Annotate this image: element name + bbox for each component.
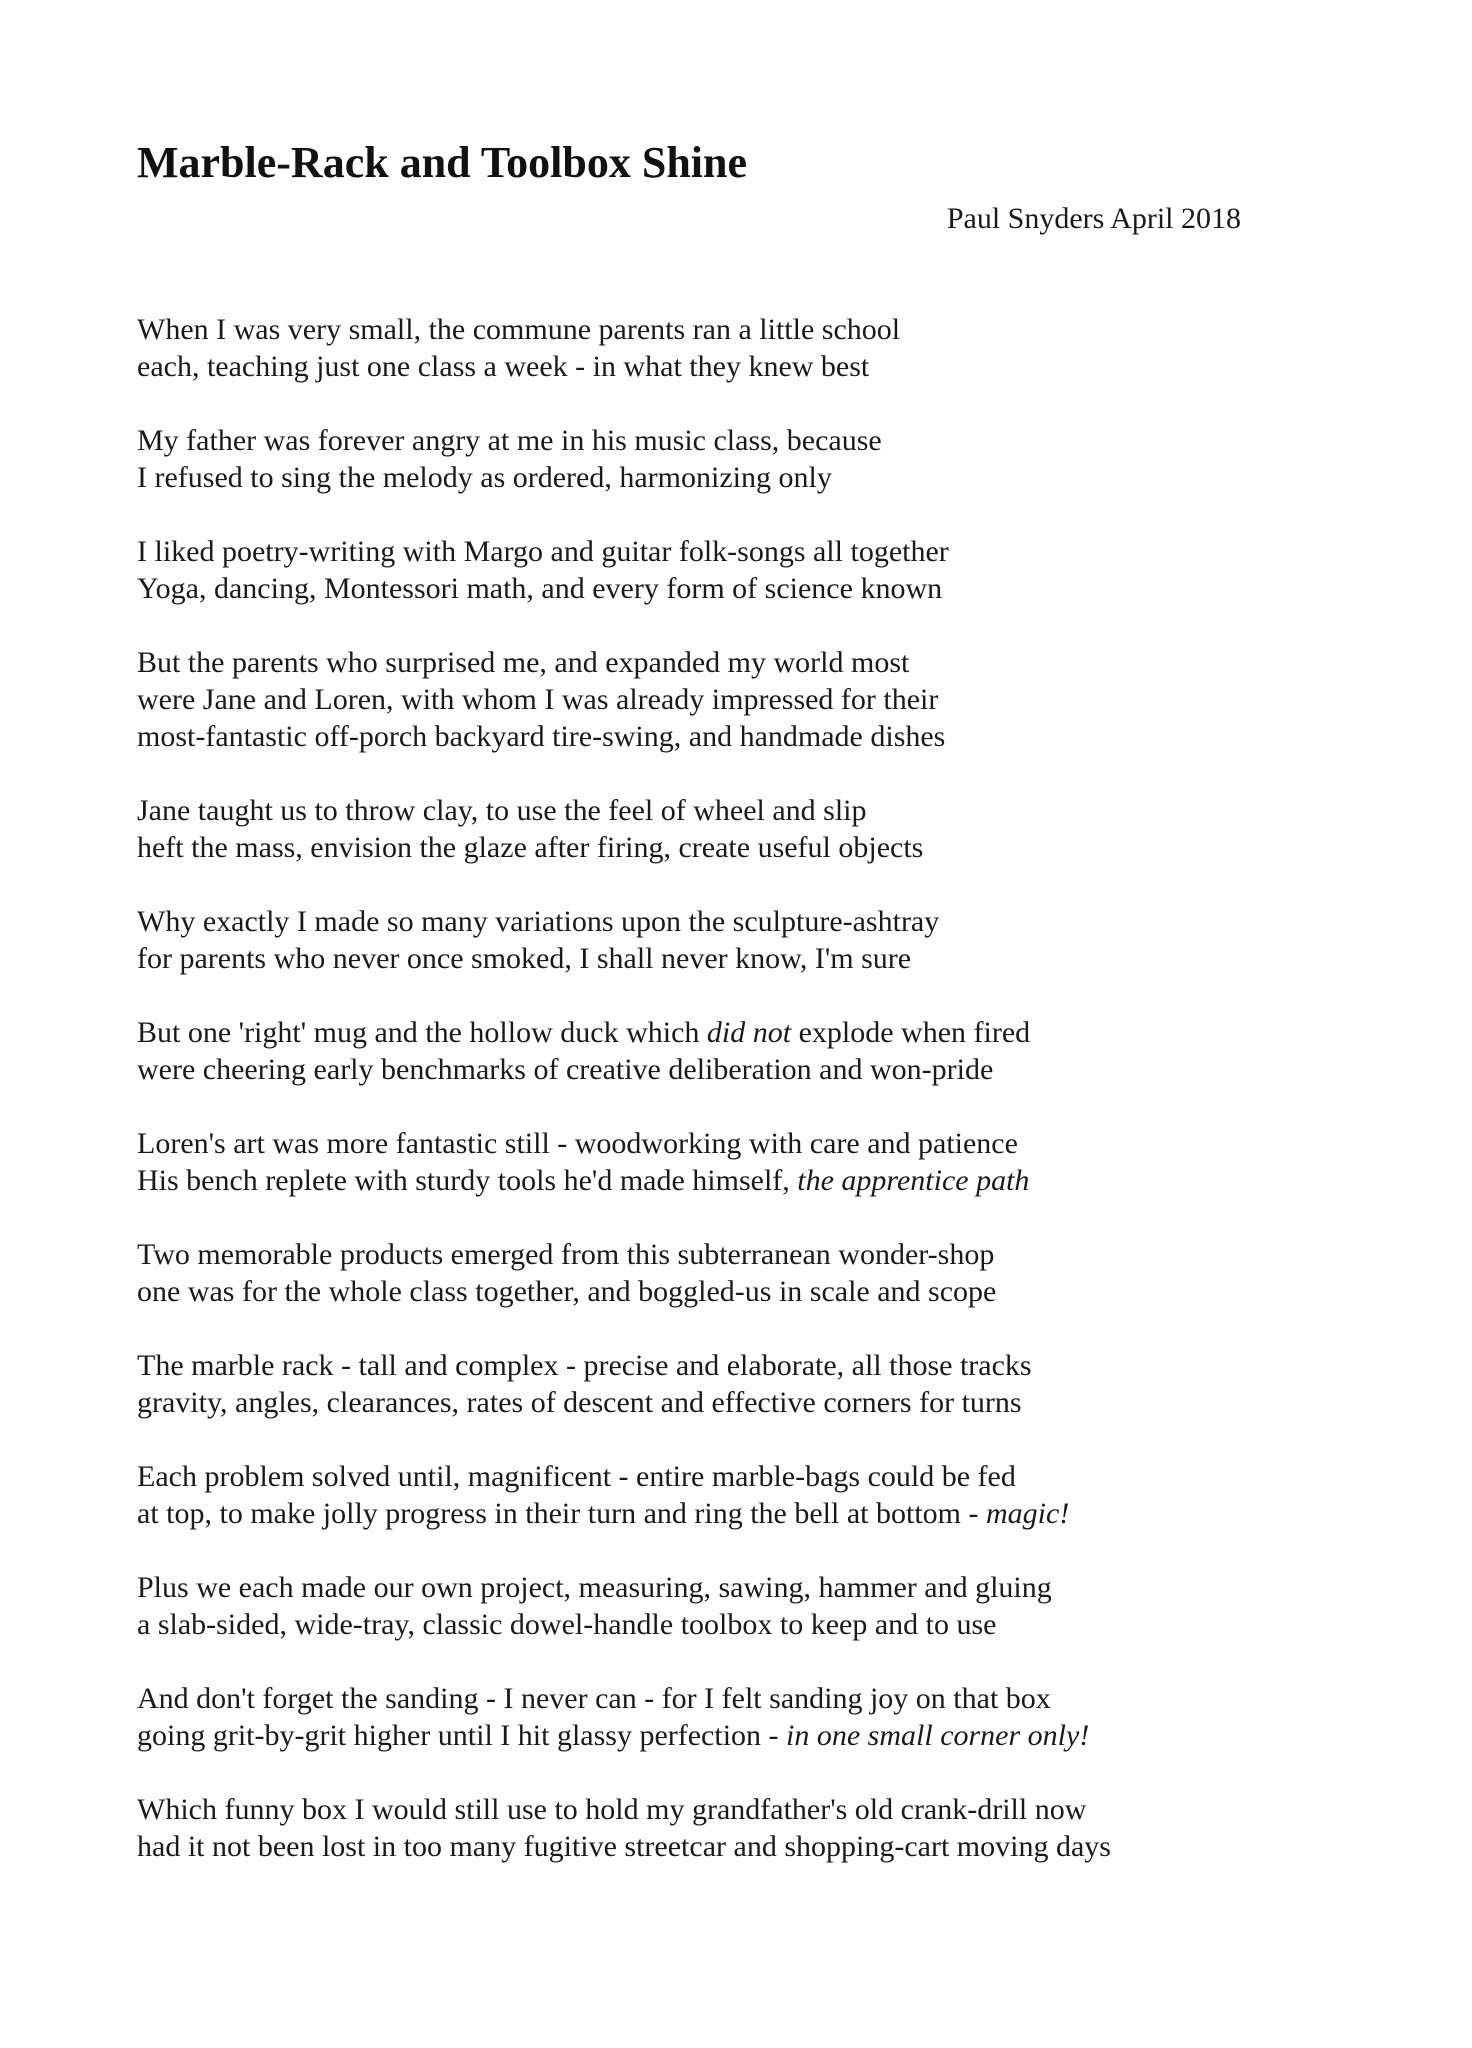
poem-line — [137, 1014, 1337, 1051]
poem-line — [137, 1347, 1337, 1384]
poem-line — [137, 1606, 1337, 1643]
line-text: And don't forget the sanding - I never can - for I felt sanding joy on that box — [137, 1682, 1051, 1715]
stanza — [137, 1458, 1337, 1532]
line-text: explode when fired — [791, 1016, 1031, 1049]
poem-line — [137, 1495, 1337, 1532]
line-text: The marble rack - tall and complex - precise and elaborate, all those tracks — [137, 1349, 1032, 1382]
line-text: Plus we each made our own project, measuring, sawing, hammer and gluing — [137, 1571, 1052, 1604]
stanza — [137, 792, 1337, 866]
line-text: Why exactly I made so many variations upon the sculpture-ashtray — [137, 905, 940, 938]
poem-line — [137, 1384, 1337, 1421]
stanza — [137, 1236, 1337, 1310]
poem-line — [137, 422, 1337, 459]
poem-line — [137, 1458, 1337, 1495]
poem-line — [137, 1828, 1337, 1865]
stanza — [137, 1014, 1337, 1088]
stanza — [137, 1791, 1337, 1865]
line-text: His bench replete with sturdy tools he'd made himself, — [137, 1164, 798, 1197]
line-text: for parents who never once smoked, I shall never know, I'm sure — [137, 942, 912, 975]
poem-line — [137, 718, 1337, 755]
italic-text: the apprentice path — [797, 1164, 1030, 1197]
poem-line — [137, 348, 1337, 385]
poem-line — [137, 644, 1337, 681]
stanza — [137, 1680, 1337, 1754]
stanza — [137, 533, 1337, 607]
line-text: a slab-sided, wide-tray, classic dowel-handle toolbox to keep and to use — [137, 1608, 997, 1641]
line-text: Two memorable products emerged from this subterranean wonder-shop — [137, 1238, 995, 1271]
poem-line — [137, 1569, 1337, 1606]
line-text: Loren's art was more fantastic still - woodworking with care and patience — [137, 1127, 1018, 1160]
poem-line — [137, 570, 1337, 607]
poem-line — [137, 1791, 1337, 1828]
poem-line — [137, 311, 1337, 348]
line-text: had it not been lost in too many fugitive streetcar and shopping-cart moving days — [137, 1830, 1111, 1863]
line-text: Yoga, dancing, Montessori math, and every form of science known — [137, 572, 943, 605]
line-text: But the parents who surprised me, and expanded my world most — [137, 646, 910, 679]
stanza — [137, 1125, 1337, 1199]
line-text: My father was forever angry at me in his music class, because — [137, 424, 882, 457]
line-text: one was for the whole class together, and boggled-us in scale and scope — [137, 1275, 997, 1308]
stanza — [137, 422, 1337, 496]
stanza — [137, 1569, 1337, 1643]
line-text: gravity, angles, clearances, rates of descent and effective corners for turns — [137, 1386, 1022, 1419]
line-text: each, teaching just one class a week - in what they knew best — [137, 350, 870, 383]
poem-line — [137, 1273, 1337, 1310]
line-text: Which funny box I would still use to hold my grandfather's old crank-drill now — [137, 1793, 1087, 1826]
poem-body — [137, 311, 1337, 1902]
stanza — [137, 311, 1337, 385]
poem-line — [137, 681, 1337, 718]
line-text: I liked poetry-writing with Margo and guitar folk-songs all together — [137, 535, 949, 568]
poem-line — [137, 1162, 1337, 1199]
line-text: at top, to make jolly progress in their turn and ring the bell at bottom - — [137, 1497, 986, 1530]
poem-line — [137, 533, 1337, 570]
poem-line — [137, 1125, 1337, 1162]
line-text: But one 'right' mug and the hollow duck which — [137, 1016, 707, 1049]
poem-line — [137, 940, 1337, 977]
poem-line — [137, 1236, 1337, 1273]
poem-line — [137, 792, 1337, 829]
line-text: When I was very small, the commune parents ran a little school — [137, 313, 901, 346]
poem-line — [137, 1051, 1337, 1088]
italic-text: magic! — [986, 1497, 1070, 1530]
poem-line — [137, 1680, 1337, 1717]
italic-text: in one small corner only! — [786, 1719, 1090, 1752]
poem-line — [137, 1717, 1337, 1754]
stanza — [137, 1347, 1337, 1421]
line-text: were cheering early benchmarks of creative deliberation and won-pride — [137, 1053, 994, 1086]
stanza — [137, 644, 1337, 755]
line-text: Each problem solved until, magnificent - entire marble-bags could be fed — [137, 1460, 1016, 1493]
line-text: going grit-by-grit higher until I hit glassy perfection - — [137, 1719, 787, 1752]
line-text: I refused to sing the melody as ordered, harmonizing only — [137, 461, 832, 494]
line-text: were Jane and Loren, with whom I was already impressed for their — [137, 683, 939, 716]
poem-line — [137, 829, 1337, 866]
author-date-byline: Paul Snyders April 2018 — [946, 202, 1241, 235]
poem-title: Marble-Rack and Toolbox Shine — [137, 138, 748, 187]
line-text: most-fantastic off-porch backyard tire-swing, and handmade dishes — [137, 720, 946, 753]
line-text: Jane taught us to throw clay, to use the feel of wheel and slip — [137, 794, 867, 827]
stanza — [137, 903, 1337, 977]
italic-text: did not — [706, 1016, 792, 1049]
line-text: heft the mass, envision the glaze after firing, create useful objects — [137, 831, 924, 864]
poem-line — [137, 459, 1337, 496]
poem-line — [137, 903, 1337, 940]
